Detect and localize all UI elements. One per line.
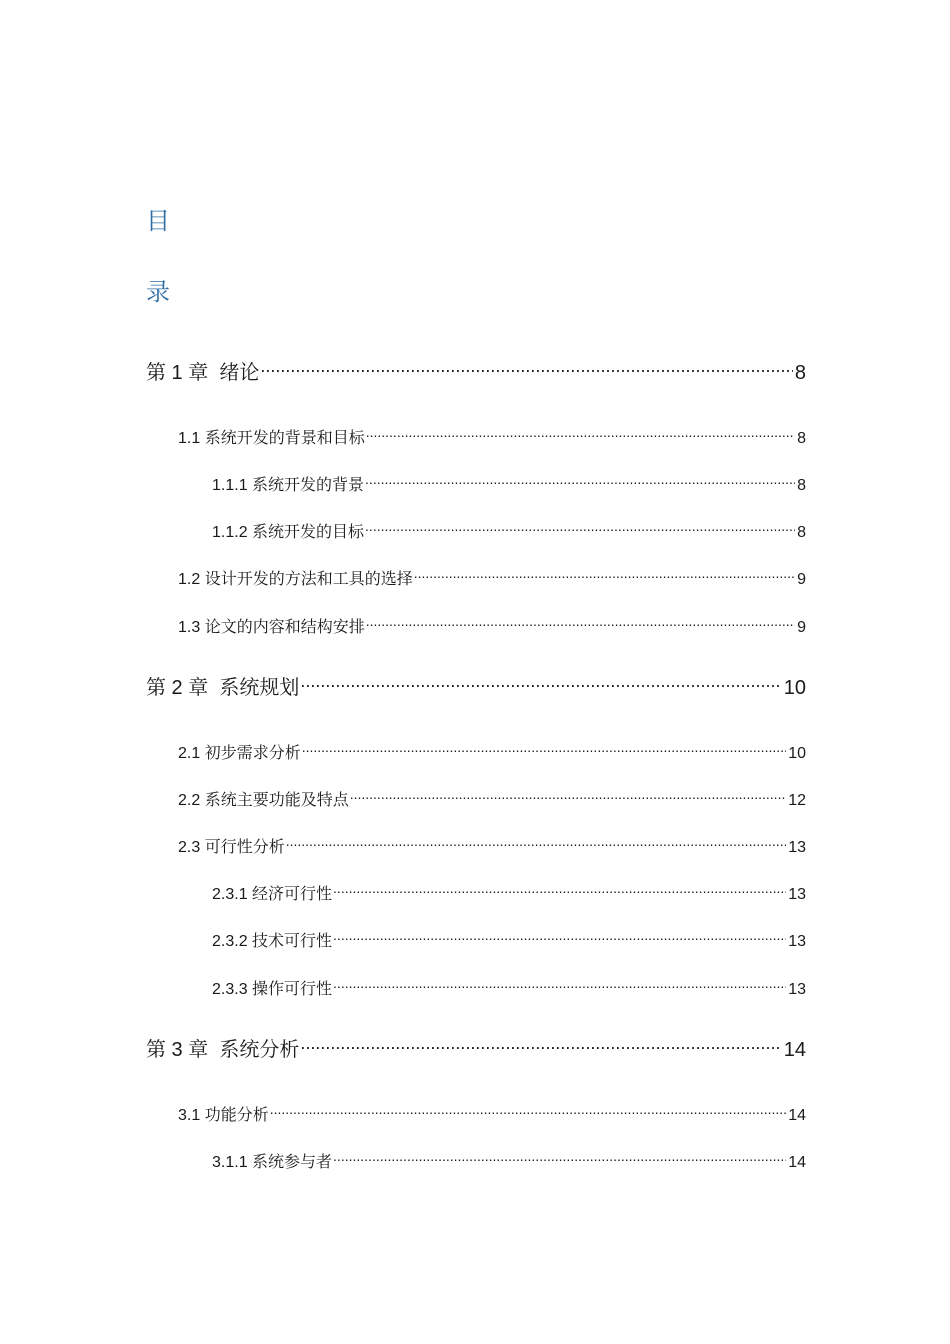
toc-entry-title: 系统主要功能及特点 <box>204 792 349 809</box>
toc-dot-leader <box>260 361 793 379</box>
toc-entry-number: 2.2 <box>178 792 205 809</box>
toc-dot-leader <box>333 885 786 899</box>
toc-entry-title: 可行性分析 <box>204 839 285 856</box>
toc-dot-leader <box>366 618 795 632</box>
toc-dot-leader <box>333 932 786 946</box>
toc-entry-chapter-3[interactable] <box>146 1037 806 1063</box>
toc-entry-title: 系统开发的背景 <box>252 477 365 494</box>
toc-entry-title: 绪论 <box>208 362 260 384</box>
toc-dot-leader <box>286 838 787 852</box>
toc-entry-number: 2.1 <box>178 745 205 762</box>
toc-entry-section-3-1[interactable] <box>178 1105 806 1127</box>
toc-entry-title: 系统规划 <box>208 677 300 699</box>
toc-entry-title: 初步需求分析 <box>204 745 301 762</box>
toc-entry-number: 3.1 <box>178 1107 205 1124</box>
toc-entry-title: 系统开发的背景和目标 <box>204 430 365 447</box>
toc-entry-page: 10 <box>788 745 806 762</box>
toc-entry-page: 10 <box>783 677 806 699</box>
toc-dot-leader <box>302 744 787 758</box>
toc-entry-number: 2.3.1 <box>212 886 253 903</box>
toc-entry-number: 2.3 <box>178 839 205 856</box>
toc-entry-page: 14 <box>788 1107 806 1124</box>
toc-entry-page: 9 <box>797 571 806 588</box>
toc-entry-title: 系统参与者 <box>252 1154 333 1171</box>
toc-entry-section-1-3[interactable] <box>178 617 806 639</box>
toc-dot-leader <box>350 791 787 805</box>
toc-entry-number: 1.1.1 <box>212 477 253 494</box>
toc-entry-section-2-1[interactable] <box>178 743 806 765</box>
toc-dot-leader <box>300 676 781 694</box>
toc-entry-title: 论文的内容和结构安排 <box>204 619 365 636</box>
toc-heading-char-2: 录 <box>146 279 170 306</box>
toc-entry-number: 第 2 章 <box>146 677 209 699</box>
toc-entry-title: 设计开发的方法和工具的选择 <box>204 571 413 588</box>
toc-entry-section-2-3[interactable] <box>178 837 806 859</box>
toc-entry-page: 14 <box>788 1154 806 1171</box>
toc-entry-page: 8 <box>797 524 806 541</box>
toc-entry-page: 13 <box>788 933 806 950</box>
toc-entry-section-3-1-1[interactable] <box>212 1152 806 1174</box>
toc-entry-chapter-1[interactable] <box>146 360 806 386</box>
toc-entry-page: 12 <box>788 792 806 809</box>
toc-entry-section-2-3-1[interactable] <box>212 884 806 906</box>
toc-dot-leader <box>365 476 795 490</box>
toc-entry-number: 1.2 <box>178 571 205 588</box>
toc-entry-section-2-2[interactable] <box>178 790 806 812</box>
toc-entry-section-1-2[interactable] <box>178 569 806 591</box>
toc-entry-number: 1.3 <box>178 619 205 636</box>
toc-entry-page: 13 <box>788 839 806 856</box>
toc-dot-leader <box>414 570 795 584</box>
toc-entry-title: 功能分析 <box>204 1107 269 1124</box>
toc-dot-leader <box>333 980 786 994</box>
toc-dot-leader <box>333 1153 786 1167</box>
toc-entry-title: 操作可行性 <box>252 981 333 998</box>
toc-entry-number: 1.1 <box>178 430 205 447</box>
toc-entry-page: 8 <box>797 477 806 494</box>
toc-entry-section-2-3-3[interactable] <box>212 979 806 1001</box>
toc-entry-chapter-2[interactable] <box>146 675 806 701</box>
toc-dot-leader <box>366 429 795 443</box>
toc-entry-number: 3.1.1 <box>212 1154 253 1171</box>
toc-entry-page: 8 <box>797 430 806 447</box>
toc-entry-title: 经济可行性 <box>252 886 333 903</box>
toc-entry-section-1-1[interactable] <box>178 428 806 450</box>
toc-entry-title: 系统分析 <box>208 1039 300 1061</box>
toc-dot-leader <box>270 1106 787 1120</box>
toc-entry-section-1-1-2[interactable] <box>212 522 806 544</box>
toc-entry-title: 技术可行性 <box>252 933 333 950</box>
toc-entry-section-1-1-1[interactable] <box>212 475 806 497</box>
toc-entry-page: 13 <box>788 981 806 998</box>
toc-entry-page: 14 <box>783 1039 806 1061</box>
toc-entry-section-2-3-2[interactable] <box>212 931 806 953</box>
toc-heading-char-1: 目 <box>146 208 170 235</box>
toc-dot-leader <box>300 1038 781 1056</box>
toc-entry-number: 2.3.2 <box>212 933 253 950</box>
toc-entry-number: 第 1 章 <box>146 362 209 384</box>
toc-entry-number: 2.3.3 <box>212 981 253 998</box>
toc-entry-page: 8 <box>794 362 806 384</box>
toc-entry-page: 13 <box>788 886 806 903</box>
toc-entry-page: 9 <box>797 619 806 636</box>
toc-entry-number: 第 3 章 <box>146 1039 209 1061</box>
toc-dot-leader <box>365 523 795 537</box>
toc-entry-title: 系统开发的目标 <box>252 524 365 541</box>
toc-entry-number: 1.1.2 <box>212 524 253 541</box>
